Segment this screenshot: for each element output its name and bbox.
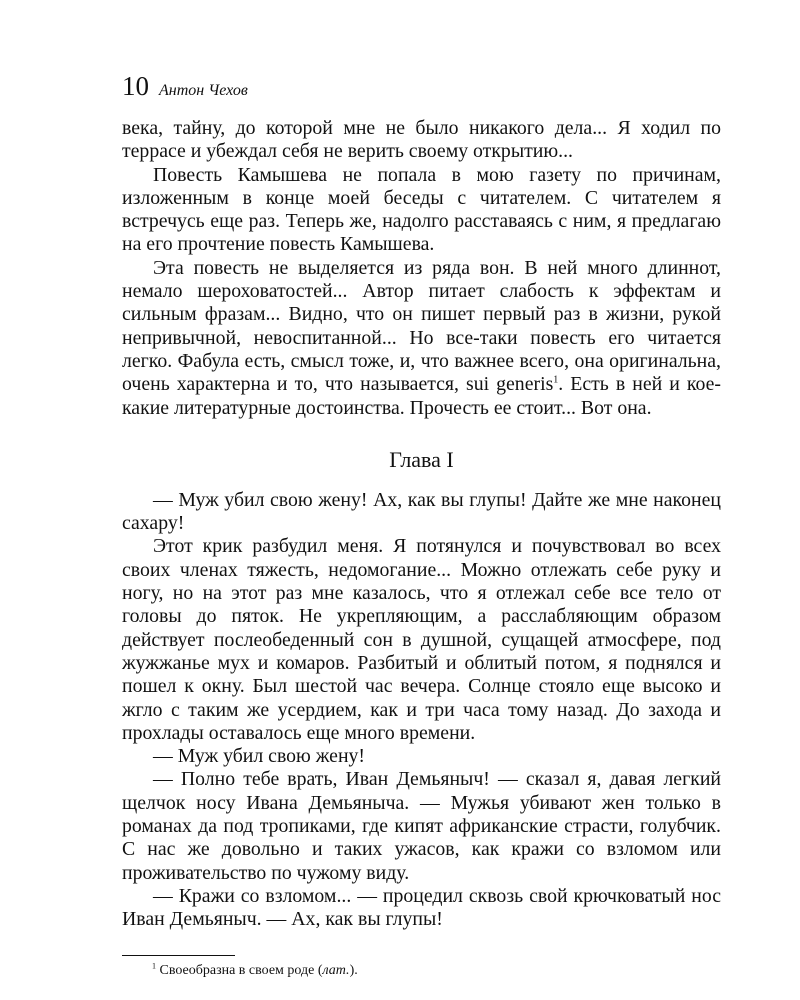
book-page (122, 68, 721, 980)
footnote-divider (122, 955, 235, 956)
paragraph: — Полно тебе врать, Иван Демьяныч! — сказал я, давая легкий щелчок носу Ивана Демьяныча. — Мужья убивают жен только в романах да под тропиками, где кипят африканские страсти, голубчик. С нас же довольно и таких ужасов, как кражи со взломом или проживательство по чужому виду. (122, 768, 721, 884)
paragraph: века, тайну, до которой мне не было никакого дела... Я ходил по террасе и убеждал себя не верить своему открытию... (122, 117, 721, 163)
paragraph-text: . Есть в ней и кое-какие литературные достоинства. Прочесть ее стоит... Вот она. (122, 373, 721, 419)
page-number: 10 (122, 71, 149, 101)
author-name: Антон Чехов (159, 82, 248, 99)
footnote-language-abbr: лат. (322, 962, 350, 978)
paragraph: Повесть Камышева не попала в мою газету по причинам, изложенным в конце моей беседы с читателем. С читателем я встречусь еще раз. Теперь же, надолго расставаясь с ним, я предлагаю на его прочтение повесть Камышева. (122, 163, 721, 256)
footnote-text-end: ). (349, 962, 358, 978)
paragraph: Этот крик разбудил меня. Я потянулся и почувствовал во всех своих членах тяжесть, недомогание... Можно отлежать себе руку и ногу, но на этот раз мне казалось, что я отлежал себе все тело от головы до пяток. Не укрепляющим, а расслабляющим образом действует послеобеденный сон в душной, сущащей атмосфере, под жужжанье мух и комаров. Разбитый и облитый потом, я поднялся и пошел к окну. Был шестой час вечера. Солнце стояло еще высоко и жгло с таким же усердием, как и три часа тому назад. До захода и прохлады оставалось еще много времени. (122, 535, 721, 744)
paragraph: — Кражи со взломом... — процедил сквозь свой крючковатый нос Иван Демьяныч. — Ах, как вы глупы! (122, 884, 721, 931)
footnote-mark: 1 (152, 960, 156, 970)
footnote-reference[interactable]: 1 (553, 374, 559, 386)
footnote-text: Своеобразна в своем роде ( (159, 962, 323, 978)
chapter-heading: Глава I (389, 446, 454, 472)
paragraph: — Муж убил свою жену! (153, 745, 366, 768)
paragraph (122, 257, 721, 420)
footnote (122, 962, 721, 980)
paragraph-text: Эта повесть не выделяется из ряда вон. В ней много длиннот, немало шероховатостей... Автор питает слабость к эффектам и сильным фразам... Видно, что он пишет первый раз в жизни, рукой непривычной, невоспитанной... Но все-таки повесть его читается легко. Фабула есть, смысл тоже, и, что важнее всего, она оригинальна, очень характерна и то, что называется, sui generis (122, 256, 721, 396)
running-header (122, 68, 721, 104)
main-text (122, 117, 721, 932)
paragraph: — Муж убил свою жену! Ах, как вы глупы! Дайте же мне наконец сахару! (122, 488, 721, 535)
